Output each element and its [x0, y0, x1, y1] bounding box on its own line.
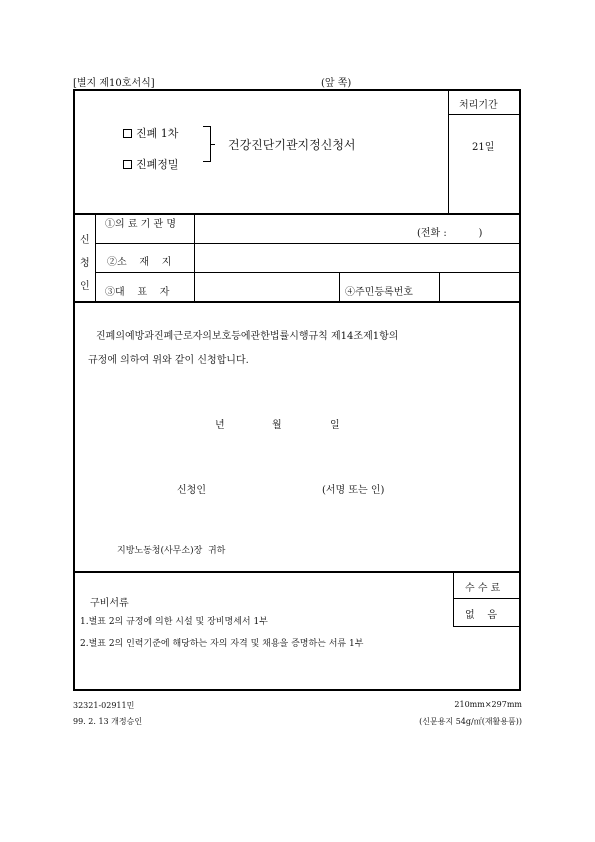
medical-institution-label: ①의 료 기 관 명 — [105, 219, 177, 230]
processing-period-value: 21일 — [472, 142, 495, 153]
form-code: 32321-02911민 — [73, 701, 135, 710]
approval-date: 99. 2. 13 개정승인 — [73, 717, 143, 726]
form-title: 건강진단기관지정신청서 — [228, 138, 356, 152]
applicant-side-char-2: 청 — [80, 258, 90, 269]
checkbox-first-exam[interactable] — [123, 129, 132, 138]
required-document-2: 2.별표 2의 인력기준에 해당하는 자의 자격 및 채용을 증명하는 서류 1부 — [80, 639, 364, 649]
required-document-1: 1.별표 2의 규정에 의한 시설 및 장비명세서 1부 — [80, 617, 268, 627]
date-day-label: 일 — [330, 420, 340, 431]
address-label: ②소 재 지 — [107, 257, 172, 268]
statement-line-2: 규정에 의하여 위와 같이 신청합니다. — [88, 355, 249, 366]
representative-field[interactable] — [196, 274, 338, 300]
paper-size: 210mm×297mm — [454, 700, 522, 709]
processing-period-label: 처리기간 — [459, 100, 498, 111]
representative-label: ③대 표 자 — [105, 287, 170, 298]
fee-value: 없 음 — [465, 610, 498, 621]
option-detailed-exam-label: 진폐정밀 — [136, 158, 179, 171]
phone-label: (전화 : ) — [417, 228, 483, 239]
form-number: [별지 제10호서식] — [73, 78, 155, 89]
resident-id-field[interactable] — [441, 274, 518, 300]
bracket-icon — [203, 126, 211, 162]
checkbox-detailed-exam[interactable] — [123, 160, 132, 169]
resident-id-label: ④주민등록번호 — [345, 287, 413, 298]
option-first-exam[interactable] — [123, 125, 178, 141]
address-field[interactable] — [196, 245, 518, 271]
applicant-side-char-3: 인 — [80, 281, 90, 292]
date-year-label: 년 — [215, 420, 225, 431]
option-detailed-exam[interactable] — [123, 156, 179, 172]
date-month-label: 월 — [272, 420, 282, 431]
signature-or-seal-label: (서명 또는 인) — [322, 485, 385, 496]
statement-line-1: 진폐의예방과진폐근로자의보호등에관한법률시행규칙 제14조제1항의 — [96, 331, 399, 342]
page-side-label: (앞 쪽) — [321, 78, 352, 89]
applicant-side-char-1: 신 — [80, 235, 90, 246]
option-first-exam-label: 진폐 1차 — [136, 127, 179, 140]
required-documents-heading: 구비서류 — [90, 598, 129, 609]
fee-label: 수 수 료 — [465, 583, 501, 594]
addressee: 지방노동청(사무소)장 귀하 — [117, 546, 226, 556]
paper-type: (신문용지 54g/㎡(재활용품)) — [419, 717, 522, 726]
applicant-signature-label: 신청인 — [177, 485, 206, 496]
